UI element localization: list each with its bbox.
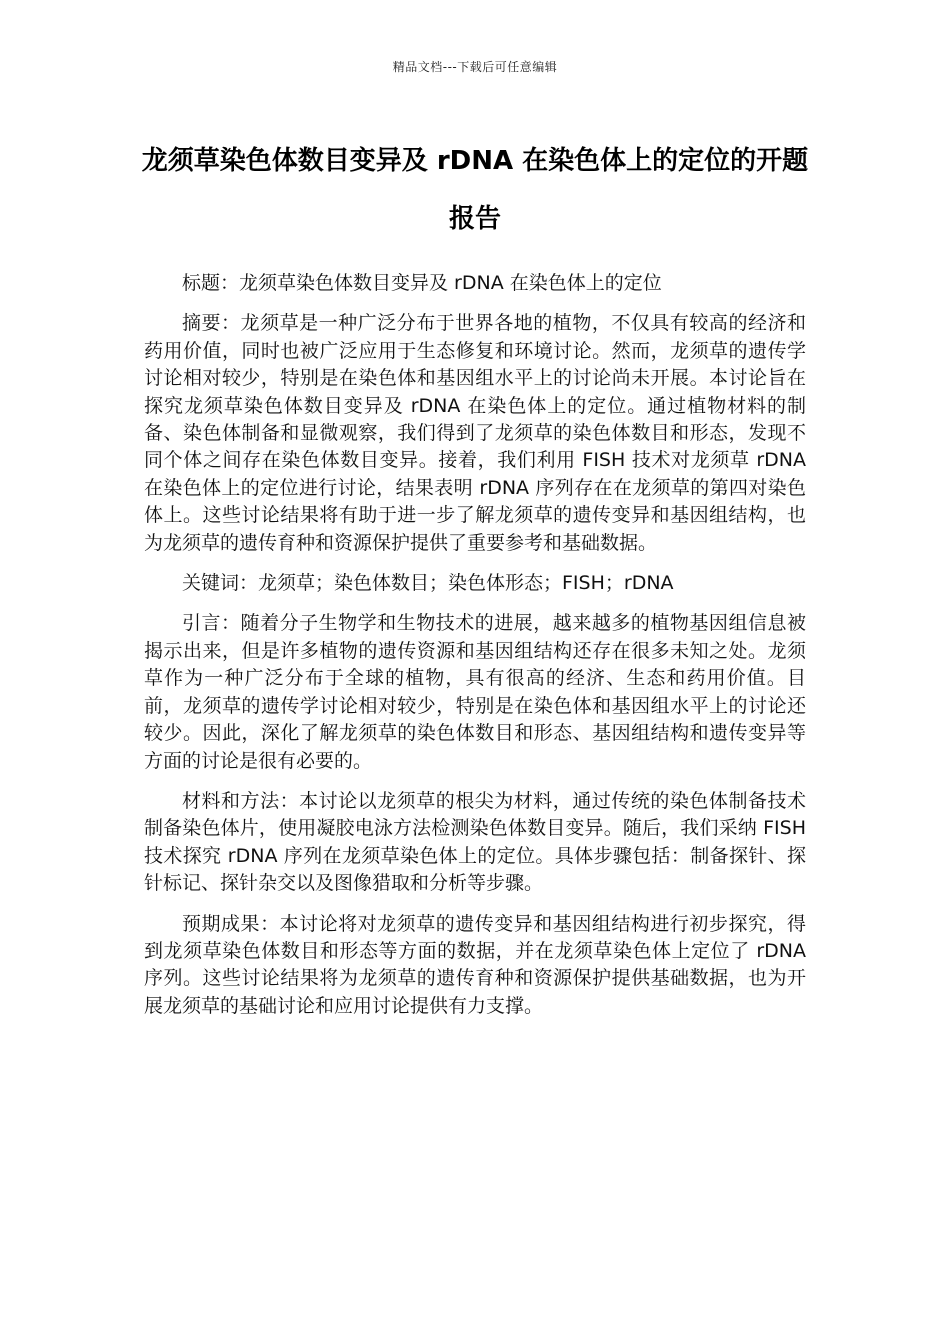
introduction-paragraph: 引言：随着分子生物学和生物技术的进展，越来越多的植物基因组信息被揭示出来，但是许多植物的遗传资源和基因组结构还存在很多未知之处。龙须草作为一种广泛分布于全球的植物，具有很高的经济、生态和药用价值。目前，龙须草的遗传学讨论相对较少，特别是在染色体和基因组水平上的讨论还较少。因此，深化了解龙须草的染色体数目和形态、基因组结构和遗传变异等方面的讨论是很有必要的。 — [144, 612, 806, 772]
abstract-paragraph: 摘要：龙须草是一种广泛分布于世界各地的植物，不仅具有较高的经济和药用价值，同时也被广泛应用于生态修复和环境讨论。然而，龙须草的遗传学讨论相对较少，特别是在染色体和基因组水平上的讨论尚未开展。本讨论旨在探究龙须草染色体数目变异及 rDNA 在染色体上的定位。通过植物材料的制备、染色体制备和显微观察，我们得到了龙须草的染色体数目和形态，发现不同个体之间存在染色体数目变异。接着，我们利用 FISH 技术对龙须草 rDNA 在染色体上的定位进行讨论，结果表明 rDNA 序列存在在龙须草的第四对染色体上。这些讨论结果将有助于进一步了解龙须草的遗传变异和基因组结构，也为龙须草的遗传育种和资源保护提供了重要参考和基础数据。 — [144, 312, 806, 554]
expected-results-paragraph: 预期成果：本讨论将对龙须草的遗传变异和基因组结构进行初步探究，得到龙须草染色体数目和形态等方面的数据，并在龙须草染色体上定位了 rDNA 序列。这些讨论结果将为龙须草的遗传育种和资源保护提供基础数据，也为开展龙须草的基础讨论和应用讨论提供有力支撑。 — [144, 912, 806, 1017]
methods-paragraph: 材料和方法：本讨论以龙须草的根尖为材料，通过传统的染色体制备技术制备染色体片，使用凝胶电泳方法检测染色体数目变异。随后，我们采纳 FISH 技术探究 rDNA 序列在龙须草染色体上的定位。具体步骤包括：制备探针、探针标记、探针杂交以及图像猎取和分析等步骤。 — [144, 789, 806, 895]
keywords-paragraph: 关键词：龙须草；染色体数目；染色体形态；FISH；rDNA — [182, 572, 674, 595]
page-header-note: 精品文档---下载后可任意编辑 — [392, 60, 558, 74]
document-title: 龙须草染色体数目变异及 rDNA 在染色体上的定位的开题报告 — [141, 146, 809, 234]
document-body — [144, 270, 806, 1033]
title-paragraph: 标题：龙须草染色体数目变异及 rDNA 在染色体上的定位 — [182, 272, 662, 294]
